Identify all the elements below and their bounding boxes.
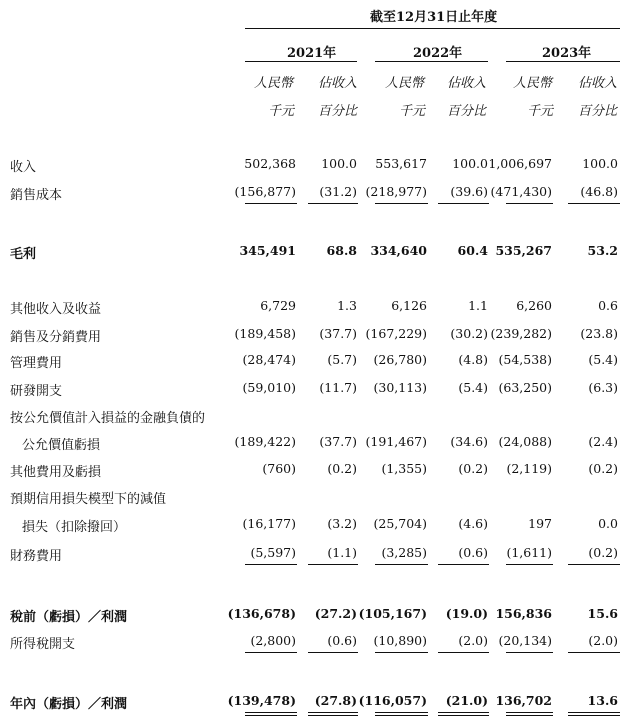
row-value-cell: 502,368: [244, 156, 296, 171]
subtotal-underline: [375, 564, 428, 565]
row-value-cell: (5.4): [588, 352, 618, 367]
subtotal-underline: [506, 564, 553, 565]
row-value-cell: 136,702: [495, 693, 552, 708]
row-value-cell: (34.6): [450, 434, 488, 449]
row-value-cell: 1.1: [468, 298, 488, 313]
row-value-cell: 100.0: [582, 156, 618, 171]
col-unit-pct-2021: 百分比: [318, 104, 358, 119]
col-header-rmb-2022: 人民幣: [385, 76, 425, 91]
row-value-cell: (16,177): [242, 516, 296, 531]
row-label: 銷售成本: [10, 188, 63, 203]
period-title: 截至12月31日止年度: [370, 10, 498, 25]
row-value-cell: (23.8): [580, 326, 618, 341]
row-label: 財務費用: [10, 549, 63, 564]
row-value-cell: 6,260: [516, 298, 552, 313]
row-value-cell: (3,285): [381, 545, 427, 560]
row-value-cell: (24,088): [498, 434, 552, 449]
col-header-rmb-2021: 人民幣: [254, 76, 294, 91]
subtotal-underline: [375, 652, 428, 653]
row-label: 預期信用損失模型下的減值: [10, 492, 167, 507]
row-value-cell: (10,890): [373, 633, 427, 648]
row-value-cell: (167,229): [365, 326, 427, 341]
row-value-cell: (139,478): [227, 693, 296, 708]
row-value-cell: (27.8): [314, 693, 357, 708]
col-unit-pct-2022: 百分比: [447, 104, 487, 119]
row-value-cell: (0.6): [458, 545, 488, 560]
double-underline: [506, 712, 553, 716]
row-value-cell: 68.8: [326, 243, 357, 258]
row-value-cell: (136,678): [227, 606, 296, 621]
row-value-cell: (105,167): [358, 606, 427, 621]
row-label: 稅前（虧損）／利潤: [10, 610, 128, 625]
row-value-cell: 553,617: [375, 156, 427, 171]
row-value-cell: (11.7): [319, 380, 357, 395]
row-value-cell: (5,597): [250, 545, 296, 560]
col-header-pct-2022: 佔收入: [447, 76, 487, 91]
row-value-cell: (4.8): [458, 352, 488, 367]
row-label: 其他收入及收益: [10, 302, 102, 317]
row-value-cell: (189,458): [234, 326, 296, 341]
subtotal-underline: [308, 652, 358, 653]
row-value-cell: 100.0: [452, 156, 488, 171]
subtotal-underline: [375, 203, 428, 204]
row-value-cell: (0.2): [588, 545, 618, 560]
subtotal-underline: [438, 652, 489, 653]
row-value-cell: 0.6: [598, 298, 618, 313]
col-header-rmb-2023: 人民幣: [513, 76, 553, 91]
row-label: 管理費用: [10, 356, 63, 371]
subtotal-underline: [308, 203, 358, 204]
row-value-cell: (3.2): [327, 516, 357, 531]
row-value-cell: 345,491: [239, 243, 296, 258]
row-value-cell: (54,538): [498, 352, 552, 367]
row-value-cell: (1.1): [327, 545, 357, 560]
row-value-cell: (59,010): [242, 380, 296, 395]
col-header-pct-2021: 佔收入: [318, 76, 358, 91]
row-value-cell: (31.2): [319, 184, 357, 199]
row-value-cell: (25,704): [373, 516, 427, 531]
row-value-cell: (19.0): [445, 606, 488, 621]
row-label: 按公允價值計入損益的金融負債的: [10, 411, 206, 426]
row-label: 其他費用及虧損: [10, 465, 102, 480]
row-value-cell: (2,119): [506, 461, 552, 476]
row-value-cell: (2.0): [588, 633, 618, 648]
subtotal-underline: [245, 564, 297, 565]
col-unit-pct-2023: 百分比: [578, 104, 618, 119]
row-value-cell: (5.7): [327, 352, 357, 367]
subtotal-underline: [245, 652, 297, 653]
double-underline: [438, 712, 489, 716]
row-value-cell: (26,780): [373, 352, 427, 367]
double-underline: [308, 712, 358, 716]
row-value-cell: (156,877): [234, 184, 296, 199]
row-value-cell: 6,126: [391, 298, 427, 313]
year-2022-rule: [375, 61, 488, 62]
row-value-cell: 197: [528, 516, 552, 531]
period-title-rule: [245, 28, 620, 29]
row-value-cell: 334,640: [370, 243, 427, 258]
double-underline: [245, 712, 297, 716]
row-value-cell: (1,355): [381, 461, 427, 476]
row-label: 損失（扣除撥回）: [22, 520, 127, 535]
row-value-cell: (63,250): [498, 380, 552, 395]
row-value-cell: (2.4): [588, 434, 618, 449]
subtotal-underline: [506, 652, 553, 653]
row-value-cell: (0.2): [588, 461, 618, 476]
row-value-cell: (0.6): [327, 633, 357, 648]
row-value-cell: 1,006,697: [488, 156, 552, 171]
row-value-cell: 100.0: [321, 156, 357, 171]
row-value-cell: 6,729: [260, 298, 296, 313]
row-value-cell: 1.3: [337, 298, 357, 313]
row-value-cell: (189,422): [234, 434, 296, 449]
row-value-cell: 53.2: [587, 243, 618, 258]
row-value-cell: 60.4: [457, 243, 488, 258]
row-value-cell: (218,977): [365, 184, 427, 199]
row-value-cell: 15.6: [587, 606, 618, 621]
row-value-cell: (37.7): [319, 434, 357, 449]
col-unit-rmb-2022: 千元: [399, 104, 426, 119]
row-value-cell: (471,430): [490, 184, 552, 199]
row-value-cell: (760): [262, 461, 296, 476]
row-value-cell: (0.2): [458, 461, 488, 476]
row-value-cell: (191,467): [365, 434, 427, 449]
row-value-cell: (0.2): [327, 461, 357, 476]
double-underline: [375, 712, 428, 716]
row-value-cell: (20,134): [498, 633, 552, 648]
row-value-cell: (2,800): [250, 633, 296, 648]
row-value-cell: (30.2): [450, 326, 488, 341]
year-2023-rule: [506, 61, 620, 62]
row-label: 所得稅開支: [10, 637, 76, 652]
col-unit-rmb-2023: 千元: [527, 104, 554, 119]
row-value-cell: (2.0): [458, 633, 488, 648]
row-value-cell: (37.7): [319, 326, 357, 341]
row-value-cell: (39.6): [450, 184, 488, 199]
row-value-cell: (239,282): [490, 326, 552, 341]
row-label: 銷售及分銷費用: [10, 330, 102, 345]
row-label: 年內（虧損）／利潤: [10, 697, 128, 712]
subtotal-underline: [438, 564, 489, 565]
subtotal-underline: [568, 203, 620, 204]
row-label: 毛利: [10, 247, 37, 262]
subtotal-underline: [438, 203, 489, 204]
year-2023-header: 2023年: [542, 46, 592, 61]
row-value-cell: (5.4): [458, 380, 488, 395]
row-value-cell: (1,611): [506, 545, 552, 560]
col-unit-rmb-2021: 千元: [268, 104, 295, 119]
row-value-cell: (28,474): [242, 352, 296, 367]
row-value-cell: 535,267: [495, 243, 552, 258]
row-value-cell: (4.6): [458, 516, 488, 531]
row-value-cell: (21.0): [445, 693, 488, 708]
row-value-cell: (116,057): [358, 693, 427, 708]
year-2022-header: 2022年: [413, 46, 463, 61]
subtotal-underline: [245, 203, 297, 204]
row-value-cell: 156,836: [495, 606, 552, 621]
row-label: 公允價值虧損: [22, 438, 101, 453]
subtotal-underline: [308, 564, 358, 565]
double-underline: [568, 712, 620, 716]
year-2021-rule: [245, 61, 357, 62]
row-value-cell: (46.8): [580, 184, 618, 199]
row-value-cell: 13.6: [587, 693, 618, 708]
row-value-cell: (30,113): [373, 380, 427, 395]
row-value-cell: 0.0: [598, 516, 618, 531]
subtotal-underline: [568, 652, 620, 653]
row-label: 研發開支: [10, 384, 63, 399]
col-header-pct-2023: 佔收入: [578, 76, 618, 91]
year-2021-header: 2021年: [287, 46, 337, 61]
row-value-cell: (27.2): [314, 606, 357, 621]
row-label: 收入: [10, 160, 37, 175]
subtotal-underline: [568, 564, 620, 565]
row-value-cell: (6.3): [588, 380, 618, 395]
subtotal-underline: [506, 203, 553, 204]
